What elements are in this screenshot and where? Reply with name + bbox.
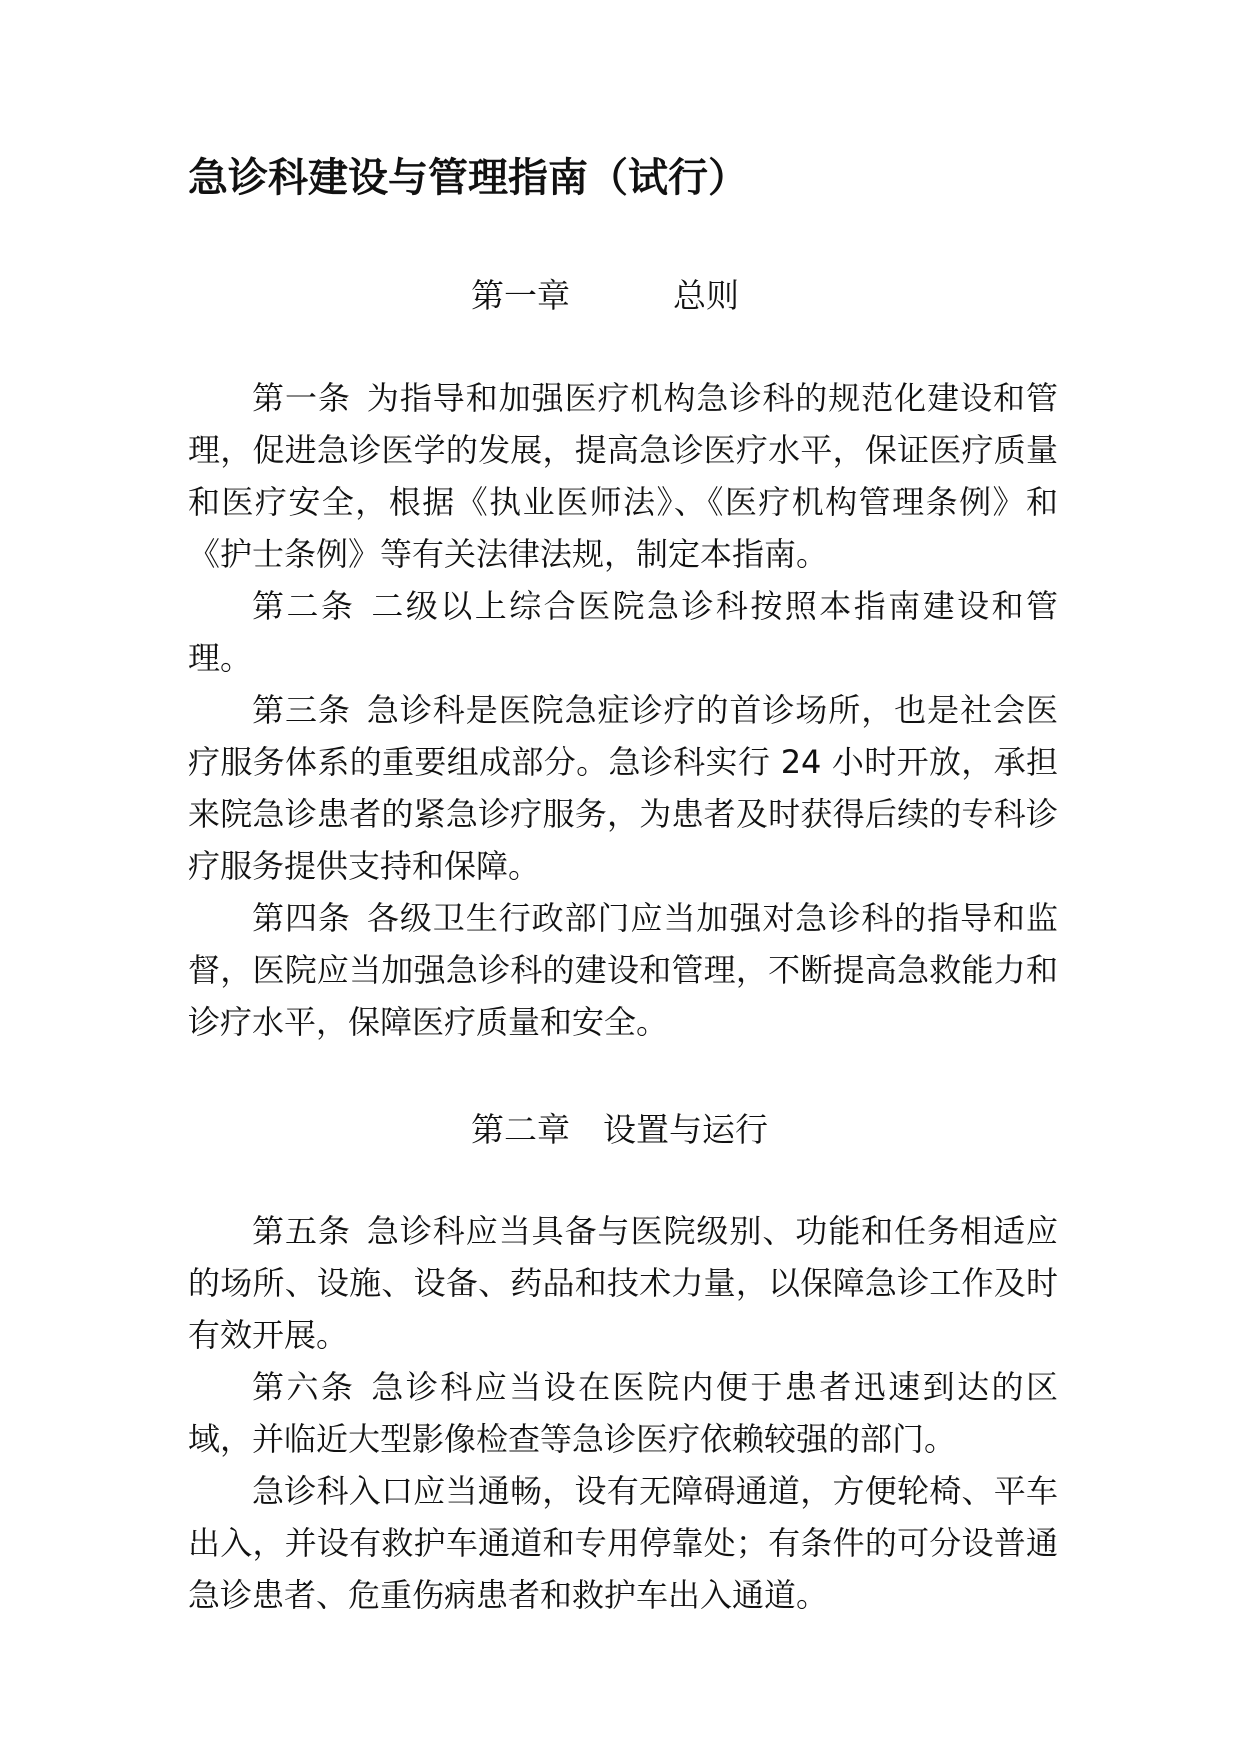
article-text: 急诊科入口应当通畅，设有无障碍通道，方便轮椅、平车出入，并设有救护车通道和专用停靠处；有条件的可分设普通急诊患者、危重伤病患者和救护车出入通道。 (188, 1472, 1058, 1614)
article-text: 急诊科是医院急症诊疗的首诊场所，也是社会医疗服务体系的重要组成部分。急诊科实行 24 小时开放，承担来院急诊患者的紧急诊疗服务，为患者及时获得后续的专科诊疗服务提供支持和保障。 (188, 691, 1058, 885)
chapter-heading-1 (471, 270, 739, 317)
article-paragraph (188, 580, 1058, 684)
article-label: 第三条 (252, 691, 351, 729)
article-text: 为指导和加强医疗机构急诊科的规范化建设和管理，促进急诊医学的发展，提高急诊医疗水平，保证医疗质量和医疗安全，根据《执业医师法》、《医疗机构管理条例》和《护士条例》等有关法律法规，制定本指南。 (188, 379, 1058, 573)
chapter-name: 总则 (673, 276, 739, 315)
article-label: 第二条 (252, 587, 356, 625)
chapter-heading-2 (471, 1104, 768, 1151)
article-paragraph (188, 892, 1058, 1048)
article-label: 第五条 (252, 1212, 351, 1250)
article-text: 急诊科应当具备与医院级别、功能和任务相适应的场所、设施、设备、药品和技术力量，以保障急诊工作及时有效开展。 (188, 1212, 1058, 1354)
article-paragraph (188, 1465, 1058, 1621)
article-paragraph (188, 1205, 1058, 1361)
chapter-number: 第一章 (471, 276, 570, 315)
article-label: 第六条 (252, 1368, 356, 1406)
article-label: 第四条 (252, 899, 351, 937)
article-paragraph (188, 372, 1058, 580)
chapter-name: 设置与运行 (603, 1110, 768, 1149)
article-paragraph (188, 684, 1058, 892)
article-text: 急诊科应当设在医院内便于患者迅速到达的区域，并临近大型影像检查等急诊医疗依赖较强的部门。 (188, 1368, 1058, 1458)
article-text: 各级卫生行政部门应当加强对急诊科的指导和监督，医院应当加强急诊科的建设和管理，不断提高急救能力和诊疗水平，保障医疗质量和安全。 (188, 899, 1058, 1041)
article-paragraph (188, 1361, 1058, 1465)
chapter-number: 第二章 (471, 1110, 570, 1149)
article-label: 第一条 (252, 379, 351, 417)
article-text: 二级以上综合医院急诊科按照本指南建设和管理。 (188, 587, 1058, 677)
document-title: 急诊科建设与管理指南（试行） (188, 155, 748, 201)
